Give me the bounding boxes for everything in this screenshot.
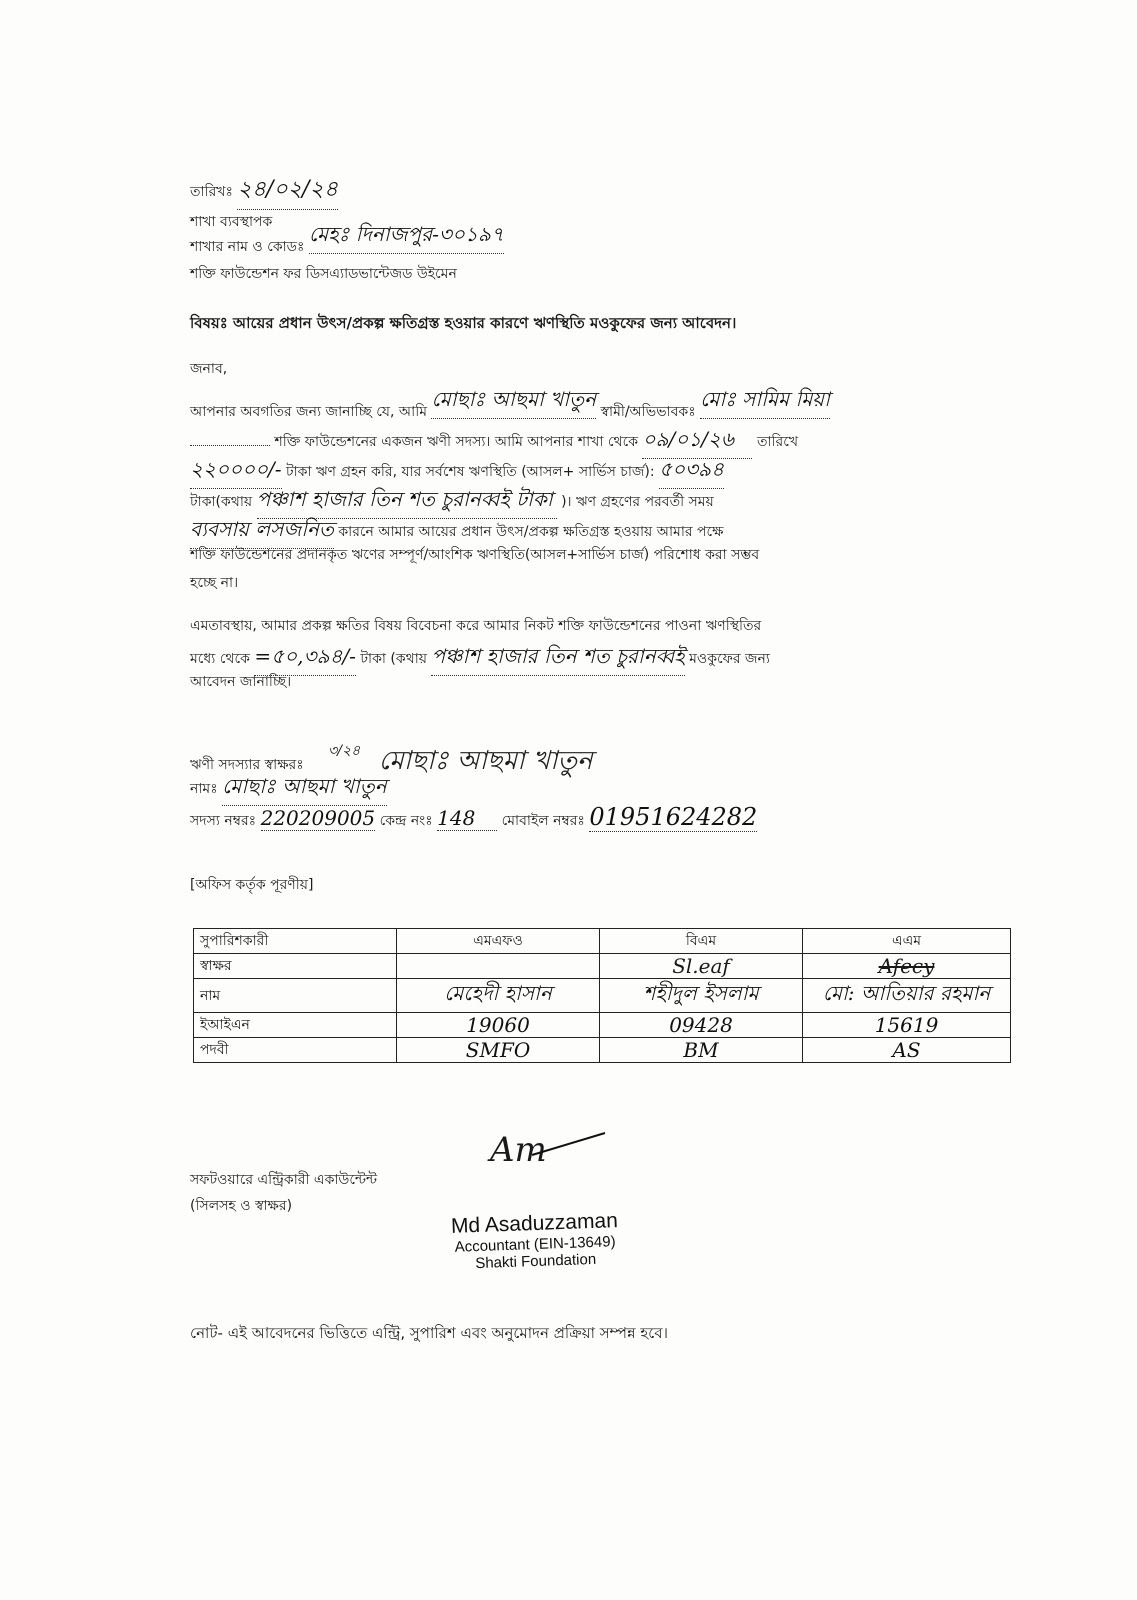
mobile-label: মোবাইল নম্বরঃ [501,813,585,829]
table-cell: BM [683,1038,719,1062]
waive-amount-field: =৫০,৩৯৪/- [254,642,356,676]
accountant-signature: Am [490,1130,547,1170]
office-heading: [অফিস কর্তৃক পূরণীয়] [190,877,314,893]
member-number-line [190,803,757,833]
table-row [194,954,1011,979]
table-cell: শহীদুল ইসলাম [643,981,759,1005]
table-cell: 09428 [669,1013,733,1037]
center-label: কেন্দ্র নংঃ [379,813,433,829]
mobile-value: 01951624282 [589,803,758,831]
date-line [190,172,338,210]
row-label: স্বাক্ষর [194,954,397,979]
waive-words-field: পঞ্চাশ হাজার তিন শত চুরানব্বই [431,642,684,676]
date-value: ২৪/০২/২৪ [237,172,338,210]
para-text: )। ঋণ গ্রহণের পরবর্তী সময় [561,494,714,510]
para1-line6: শক্তি ফাউন্ডেশনের প্রদানকৃত ঋণের সম্পূর্ণ/আংশিক ঋণস্থিতি(আসল+সার্ভিস চার্জ) পরিশোধ করা সম্ভব [190,547,760,563]
accountant-title: সফটওয়ারে এন্ট্রিকারী একাউন্টেন্ট [190,1172,377,1188]
signature-cell: Afecy [803,954,1011,979]
organization: শক্তি ফাউন্ডেশন ফর ডিসএ্যাডভান্টেজড উইমেন [190,266,457,282]
stamp-name: Md Asaduzzaman [450,1209,619,1238]
signature-date: ৩/২৪ [328,743,361,759]
loan-date-field: ০৯/০১/২৬ [642,425,752,459]
header-cell: এএম [803,929,1011,954]
para1-line3 [190,455,990,489]
para1-line7: হচ্ছে না। [190,575,239,591]
stamp-org: Shakti Foundation [474,1250,597,1273]
table-row [194,979,1011,1013]
signature-cell [397,954,600,979]
para-text: কারনে আমার আয়ের প্রধান উৎস/প্রকল্প ক্ষতিগ্রস্ত হওয়ায় আমার পক্ষে [338,524,724,540]
salutation: জনাব, [190,361,228,377]
guardian-label: স্বামী/অভিভাবকঃ [600,404,696,420]
para-text: টাকা(কথায় [190,494,253,510]
para-text: মধ্যে থেকে [190,651,250,667]
signature-cell: Sl.eaf [600,954,803,979]
para-text: আপনার অবগতির জন্য জানাচ্ছি যে, আমি [190,404,428,420]
accountant-stamp [424,1208,646,1274]
member-name-value: মোছাঃ আছমা খাতুন [222,772,387,806]
reason-field: ব্যবসায় লসজনিত [190,515,334,549]
table-cell: 19060 [466,1013,530,1037]
office-table [193,928,1011,1063]
header-cell: বিএম [600,929,803,954]
blank-field [190,445,270,446]
para-text: তারিখে [756,434,799,450]
member-name-field: মোছাঃ আছমা খাতুন [431,385,596,419]
center-value: 148 [437,806,497,831]
table-cell: 15619 [874,1013,939,1037]
balance-field: ৫০৩৯৪ [659,455,724,489]
member-number-value: 220209005 [260,806,376,830]
header-cell: এমএফও [397,929,600,954]
table-header-row [194,929,1011,954]
table-cell: AS [892,1038,921,1062]
note: নোট- এই আবেদনের ভিত্তিতে এন্ট্রি, সুপারিশ এবং অনুমোদন প্রক্রিয়া সম্পন্ন হবে। [190,1324,668,1342]
para2-line3: আবেদন জানাচ্ছি। [190,674,292,690]
stamp-title: Accountant (EIN-13649) [454,1233,616,1256]
row-label: পদবী [194,1038,397,1063]
date-label: তারিখঃ [190,184,233,200]
table-cell: SMFO [465,1038,531,1062]
table-row [194,1038,1011,1063]
para1-line2 [190,425,990,459]
para2-line1: এমতাবস্থায়, আমার প্রকল্প ক্ষতির বিষয় বিবেচনা করে আমার নিকট শক্তি ফাউন্ডেশনের পাওনা ঋণস্থিতির [190,618,762,634]
signature-label: ঋণী সদস্যার স্বাক্ষরঃ [190,757,304,773]
member-signature: মোছাঃ আছমা খাতুন [378,746,593,776]
subject: বিষয়ঃ আয়ের প্রধান উৎস/প্রকল্প ক্ষতিগ্রস্ত হওয়ার কারণে ঋণস্থিতি মওকুফের জন্য আবেদন। [190,314,737,332]
signature-stroke [530,1130,610,1160]
branch-value: মেহঃ দিনাজপুর-৩০১৯৭ [309,220,504,254]
para-text: শক্তি ফাউন্ডেশনের একজন ঋণী সদস্য। আমি আপনার শাখা থেকে [274,434,639,450]
para-text: টাকা ঋণ গ্রহন করি, যার সর্বশেষ ঋণস্থিতি (আসল+ সার্ভিস চার্জ): [285,464,655,480]
branch-label: শাখার নাম ও কোডঃ [190,239,305,255]
table-row [194,1013,1011,1038]
row-label: নাম [194,979,397,1013]
member-number-label: সদস্য নম্বরঃ [190,813,257,829]
para-text: টাকা (কথায় [360,651,428,667]
para1-line4 [190,485,990,519]
balance-words-field: পঞ্চাশ হাজার তিন শত চুরানব্বই টাকা [257,485,557,519]
para-text: মওকুফের জন্য [689,651,770,667]
row-label: ইআইএন [194,1013,397,1038]
loan-amount-field: ২২০০০০/- [190,455,282,489]
member-name-line [190,772,387,806]
guardian-field: মোঃ সামিম মিয়া [700,385,830,419]
name-label: নামঃ [190,781,218,797]
table-cell: মো: আতিয়ার রহমান [822,981,991,1005]
para1-line1 [190,387,990,429]
accountant-subtitle: (সিলসহ ও স্বাক্ষর) [190,1198,293,1214]
recipient-title: শাখা ব্যবস্থাপক [190,214,273,230]
header-cell: সুপারিশকারী [194,929,397,954]
table-cell: মেহেদী হাসান [444,981,552,1005]
